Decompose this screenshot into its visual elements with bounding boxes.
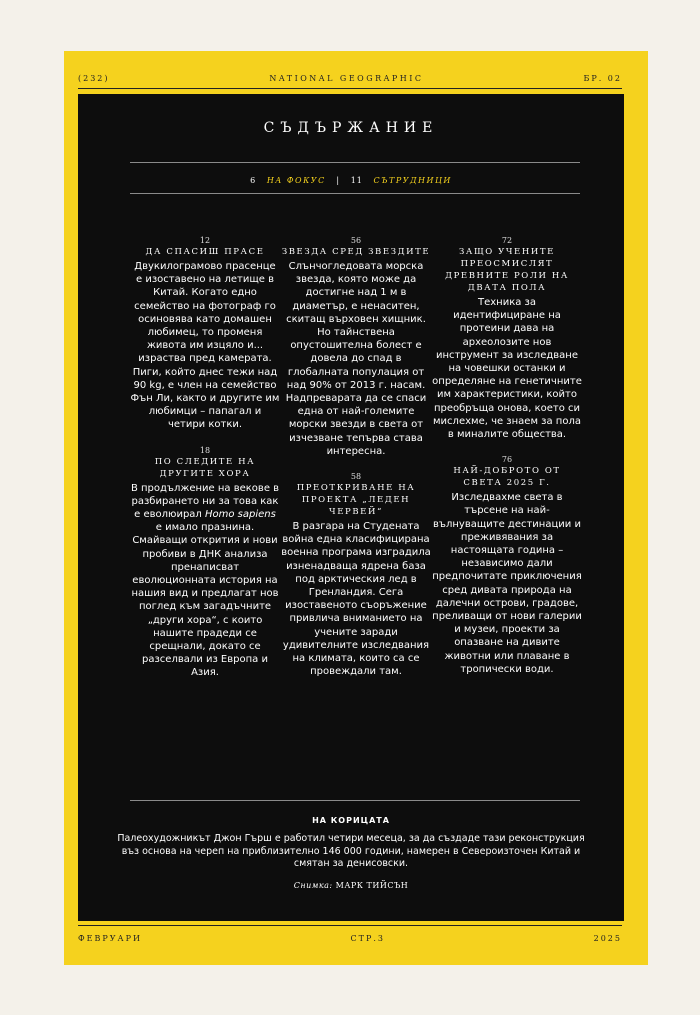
- credit-name: МАРК ТИЙСЪН: [335, 880, 409, 890]
- divider-top: [130, 162, 580, 163]
- article-12[interactable]: [130, 236, 280, 432]
- feature-separator: |: [336, 176, 341, 185]
- article-summary: Двукилограмово прасенце е изоставено на летище в Китай. Когато едно семейство на фотограф го осиновява като домашен любимец, то променя живота им изцяло и... израства пред камерата. Пиги, който днес тежи над 90 kg, е член на семейство Фън Ли, както и другите им любимци – папагал и четири котки.: [130, 261, 280, 431]
- top-bar: [78, 67, 622, 89]
- summary-species: Homo sapiens: [205, 509, 276, 521]
- top-rule: [78, 88, 622, 89]
- cover-label: НА КОРИЦАТА: [312, 816, 390, 825]
- article-headline: ЗВЕЗДА СРЕД ЗВЕЗДИТЕ: [281, 247, 431, 257]
- page-title: СЪДЪРЖАНИЕ: [263, 120, 439, 136]
- feature-link-contributors[interactable]: СЪТРУДНИЦИ: [373, 176, 452, 185]
- article-headline: НАЙ-ДОБРОТО ОТ СВЕТА 2025 Г.: [453, 466, 561, 489]
- article-18[interactable]: [130, 446, 280, 680]
- photo-credit: [108, 881, 594, 890]
- article-summary: В разгара на Студената война една класифицирана военна програма изградила изненадваща ядрена база под арктическия лед в Гренландия. Сега изоставеното съоръжение привлича вниманието на учените заради удивителните изследвания на климата, които са се провеждали там.: [281, 521, 431, 678]
- feature-num-1: 6: [250, 176, 257, 185]
- article-page-number: 18: [199, 445, 211, 455]
- features-line: [78, 176, 624, 185]
- cover-caption: Палеохудожникът Джон Гърш е работил четири месеца, за да създаде тази реконструкция въз основа на череп на приблизително 146 000 години, намерен в Североизточен Китай и смятан за денисовски.: [117, 833, 585, 869]
- article-summary: [130, 482, 280, 680]
- divider-cover: [130, 800, 580, 801]
- article-page-number: 76: [501, 455, 513, 465]
- cover-section: [108, 816, 594, 890]
- article-56[interactable]: [281, 236, 431, 458]
- article-page-number: 72: [501, 236, 513, 245]
- article-72[interactable]: [432, 236, 582, 441]
- article-summary: Слънчогледовата морска звезда, която може да достигне над 1 м в диаметър, е ненаситен, скитащ върховен хищник. Но тайнствена опустошителна болест е довела до спад в глобалната популация от над 90% от 2013 г. насам. Надпреварата да се спаси една от най-големите морски звезди в света от изчезване тепърва става интересна.: [285, 261, 427, 457]
- footer-page: СТР.3: [350, 933, 386, 943]
- article-headline: ПРЕОТКРИВАНЕ НА ПРОЕКТА „ЛЕДЕН ЧЕРВЕЙ“: [296, 483, 416, 518]
- article-headline: ПО СЛЕДИТЕ НА ДРУГИТЕ ХОРА: [154, 456, 256, 479]
- feature-num-2: 11: [350, 176, 363, 185]
- column-left: [130, 236, 280, 694]
- summary-part-a: В продължение на векове в разбирането ни за това как е еволюирал: [130, 482, 280, 521]
- issue-number: БР. 02: [583, 73, 622, 83]
- bottom-bar: [78, 930, 622, 946]
- article-headline: ДА СПАСИШ ПРАСЕ: [145, 247, 265, 257]
- article-page-number: 12: [199, 236, 211, 245]
- bottom-rule: [78, 925, 622, 926]
- column-middle: [281, 236, 431, 692]
- article-76[interactable]: [432, 455, 582, 676]
- divider-features: [130, 193, 580, 194]
- magazine-name: NATIONAL GEOGRAPHIC: [269, 73, 424, 83]
- footer-month: ФЕВРУАРИ: [78, 933, 142, 943]
- page-number: (232): [78, 73, 110, 83]
- summary-part-b: е имало празнина. Смайващи открития и нови пробиви в ДНК анализа пренаписват еволюционната история на нашия вид и предлагат нов поглед към загадъчните „други хора“, с които нашите прадеди се срещнали, докато се разселвали из Европа и Азия.: [131, 522, 279, 679]
- article-58[interactable]: [281, 472, 431, 678]
- article-summary: Изследвахме света в търсене на най-вълнуващите дестинации и преживявания за настоящата година – независимо дали предпочитате приключения сред дивата природа на далечни острови, градове, преливащи от нови галерии и музеи, проекти за опазване на дивите животни или плаване в тропически води.: [432, 492, 582, 675]
- article-summary: Техника за идентифициране на протеини дава на археолозите нов инструмент за изследване на човешки останки и определяне на генетичните им характеристики, който преобръща онова, което си мислехме, че знаем за пола в миналите общества.: [432, 297, 582, 441]
- credit-label: Снимка:: [293, 880, 333, 890]
- column-right: [432, 236, 582, 690]
- feature-link-focus[interactable]: НА ФОКУС: [266, 176, 326, 185]
- article-page-number: 56: [350, 236, 362, 245]
- article-page-number: 58: [350, 472, 362, 482]
- contents-panel: [78, 94, 624, 921]
- article-headline: ЗАЩО УЧЕНИТЕ ПРЕОСМИСЛЯТ ДРЕВНИТЕ РОЛИ НА ДВАТА ПОЛА: [445, 247, 569, 293]
- footer-year: 2025: [593, 933, 622, 943]
